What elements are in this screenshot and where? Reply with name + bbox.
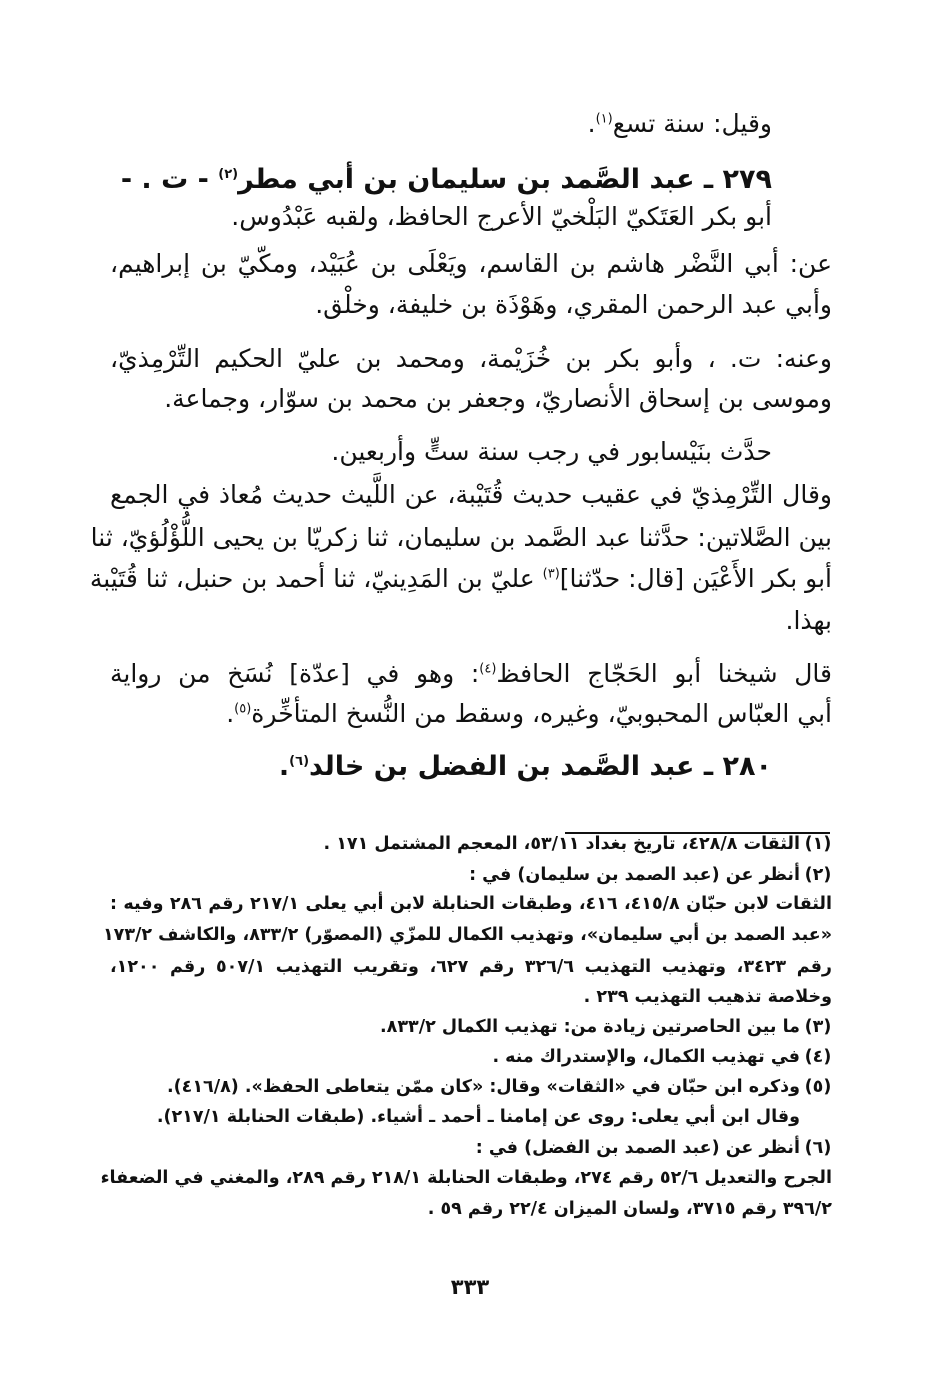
text-line: وقال التِّرْمِذيّ في عقيب حديث قُتَيْبة، عن اللَّيث حديث مُعاذ في الجمع bbox=[110, 480, 832, 509]
footnote-text: وخلاصة تذهيب التهذيب ٢٣٩ . bbox=[583, 987, 832, 1007]
footnote-ref: (٤) bbox=[479, 661, 497, 677]
text-line bbox=[226, 698, 832, 730]
entry-heading bbox=[121, 164, 772, 196]
footnote-ref: (٢) bbox=[218, 167, 239, 182]
text: . bbox=[587, 109, 596, 138]
footnote-ref: (٦) bbox=[289, 754, 310, 769]
footnote-number: (٢) bbox=[804, 865, 832, 885]
text-line: وعنه: ت. ، وأبو بكر بن خُزَيْمة، ومحمد بن عليّ الحكيم التِّرْمِذيّ، bbox=[110, 344, 832, 373]
footnote-number: (٤) bbox=[804, 1047, 832, 1067]
footnote-text: الثقات لابن حبّان ٤١٥/٨، ٤١٦، وطبقات الحنابلة لابن أبي يعلى ٢١٧/١ رقم ٢٨٦ وفيه : bbox=[110, 894, 833, 914]
entry-heading bbox=[279, 751, 772, 783]
footnote-text: الثقات ٤٢٨/٨، تاريخ بغداد ٥٣/١١، المعجم المشتمل ١٧١ . bbox=[323, 834, 800, 854]
text: أبو بكر الأَعْيَن [قال: حدّثنا] bbox=[559, 564, 832, 593]
footnote-text: أنظر عن (عبد الصمد بن الفضل) في : bbox=[475, 1138, 800, 1158]
footnote-text: الجرح والتعديل ٥٢/٦ رقم ٢٧٤، وطبقات الحنابلة ٢١٨/١ رقم ٢٨٩، والمغني في الضعفاء bbox=[100, 1168, 832, 1188]
footnote-ref: (٥) bbox=[234, 701, 252, 717]
footnote-text: وذكره ابن حبّان في «الثقات» وقال: «كان ممّن يتعاطى الحفظ». (٤١٦/٨). bbox=[167, 1077, 800, 1097]
text: قال شيخنا أبو الحَجّاج الحافظ bbox=[496, 659, 832, 688]
entry-symbol: - ت . - bbox=[120, 164, 209, 195]
footnote-text: ما بين الحاصرتين زيادة من: تهذيب الكمال ٨٣٣/٢. bbox=[380, 1017, 800, 1037]
footnote-ref: (٣) bbox=[542, 566, 560, 582]
text-line: وموسى بن إسحاق الأنصاريّ، وجعفر بن محمد بن سوّار، وجماعة. bbox=[164, 384, 832, 413]
text-line bbox=[110, 658, 832, 690]
text-line: بين الصَّلاتين: حدَّثنا عبد الصَّمد بن سليمان، ثنا زكريّا بن يحيى اللُّؤْلُؤيّ، ثنا bbox=[90, 523, 832, 552]
footnote-text: أنظر عن (عبد الصمد بن سليمان) في : bbox=[469, 865, 800, 885]
text-line: حدَّث بنَيْسابور في رجب سنة ستٍّ وأربعين. bbox=[331, 437, 772, 466]
footnote-text: وقال ابن أبي يعلى: روى عن إمامنا ـ أحمد ـ أشياء. (طبقات الحنابلة ٢١٧/١). bbox=[156, 1107, 800, 1127]
footnote-ref: (١) bbox=[595, 111, 613, 127]
text: عليّ بن المَدِينيّ، ثنا أحمد بن حنبل، ثنا قُتَيْبة bbox=[89, 564, 535, 593]
text: أبي العبّاس المحبوبيّ، وغيره، وسقط من النُّسخ المتأخِّرة bbox=[251, 699, 832, 728]
text: : وهو في [عدّة] نُسَخ من رواية bbox=[110, 659, 480, 688]
text: . bbox=[226, 699, 235, 728]
text-line: أبو بكر العَتَكيّ البَلْخيّ الأعرج الحافظ، ولقبه عَبْدُوس. bbox=[231, 202, 772, 231]
text: وقيل: سنة تسع bbox=[612, 109, 772, 138]
footnote-number: (٦) bbox=[804, 1138, 832, 1158]
footnote-text: «عبد الصمد بن أبي سليمان»، وتهذيب الكمال للمزّي (المصوّر) ٨٣٣/٢، والكاشف ١٧٣/٢ bbox=[102, 925, 832, 945]
entry-title: ٢٧٩ ـ عبد الصَّمد بن سليمان بن أبي مطر bbox=[238, 164, 772, 195]
text-line: وأبي عبد الرحمن المقري، وهَوْذَة بن خليفة، وخلْق. bbox=[315, 290, 832, 319]
page-number: ٣٣٣ bbox=[450, 1275, 490, 1299]
text: . bbox=[278, 751, 290, 782]
text-line bbox=[89, 563, 832, 595]
footnote-number: (٥) bbox=[804, 1077, 832, 1097]
text-line bbox=[588, 108, 772, 140]
footnote-text: في تهذيب الكمال، والإستدراك منه . bbox=[492, 1047, 800, 1067]
footnote-number: (٣) bbox=[804, 1017, 832, 1037]
footnote-text: ٣٩٦/٢ رقم ٣٧١٥، ولسان الميزان ٢٢/٤ رقم ٥٩ . bbox=[427, 1199, 832, 1219]
text-line: بهذا. bbox=[785, 606, 832, 635]
text-line: عن: أبي النَّضْر هاشم بن القاسم، ويَعْلَى بن عُبَيْد، ومكّيّ بن إبراهيم، bbox=[110, 249, 832, 278]
footnote-text: رقم ٣٤٢٣، وتهذيب التهذيب ٣٢٦/٦ رقم ٦٢٧، وتقريب التهذيب ٥٠٧/١ رقم ١٢٠٠، bbox=[110, 957, 832, 977]
entry-title: ٢٨٠ ـ عبد الصَّمد بن الفضل بن خالد bbox=[309, 751, 772, 782]
footnote-number: (١) bbox=[804, 834, 832, 854]
